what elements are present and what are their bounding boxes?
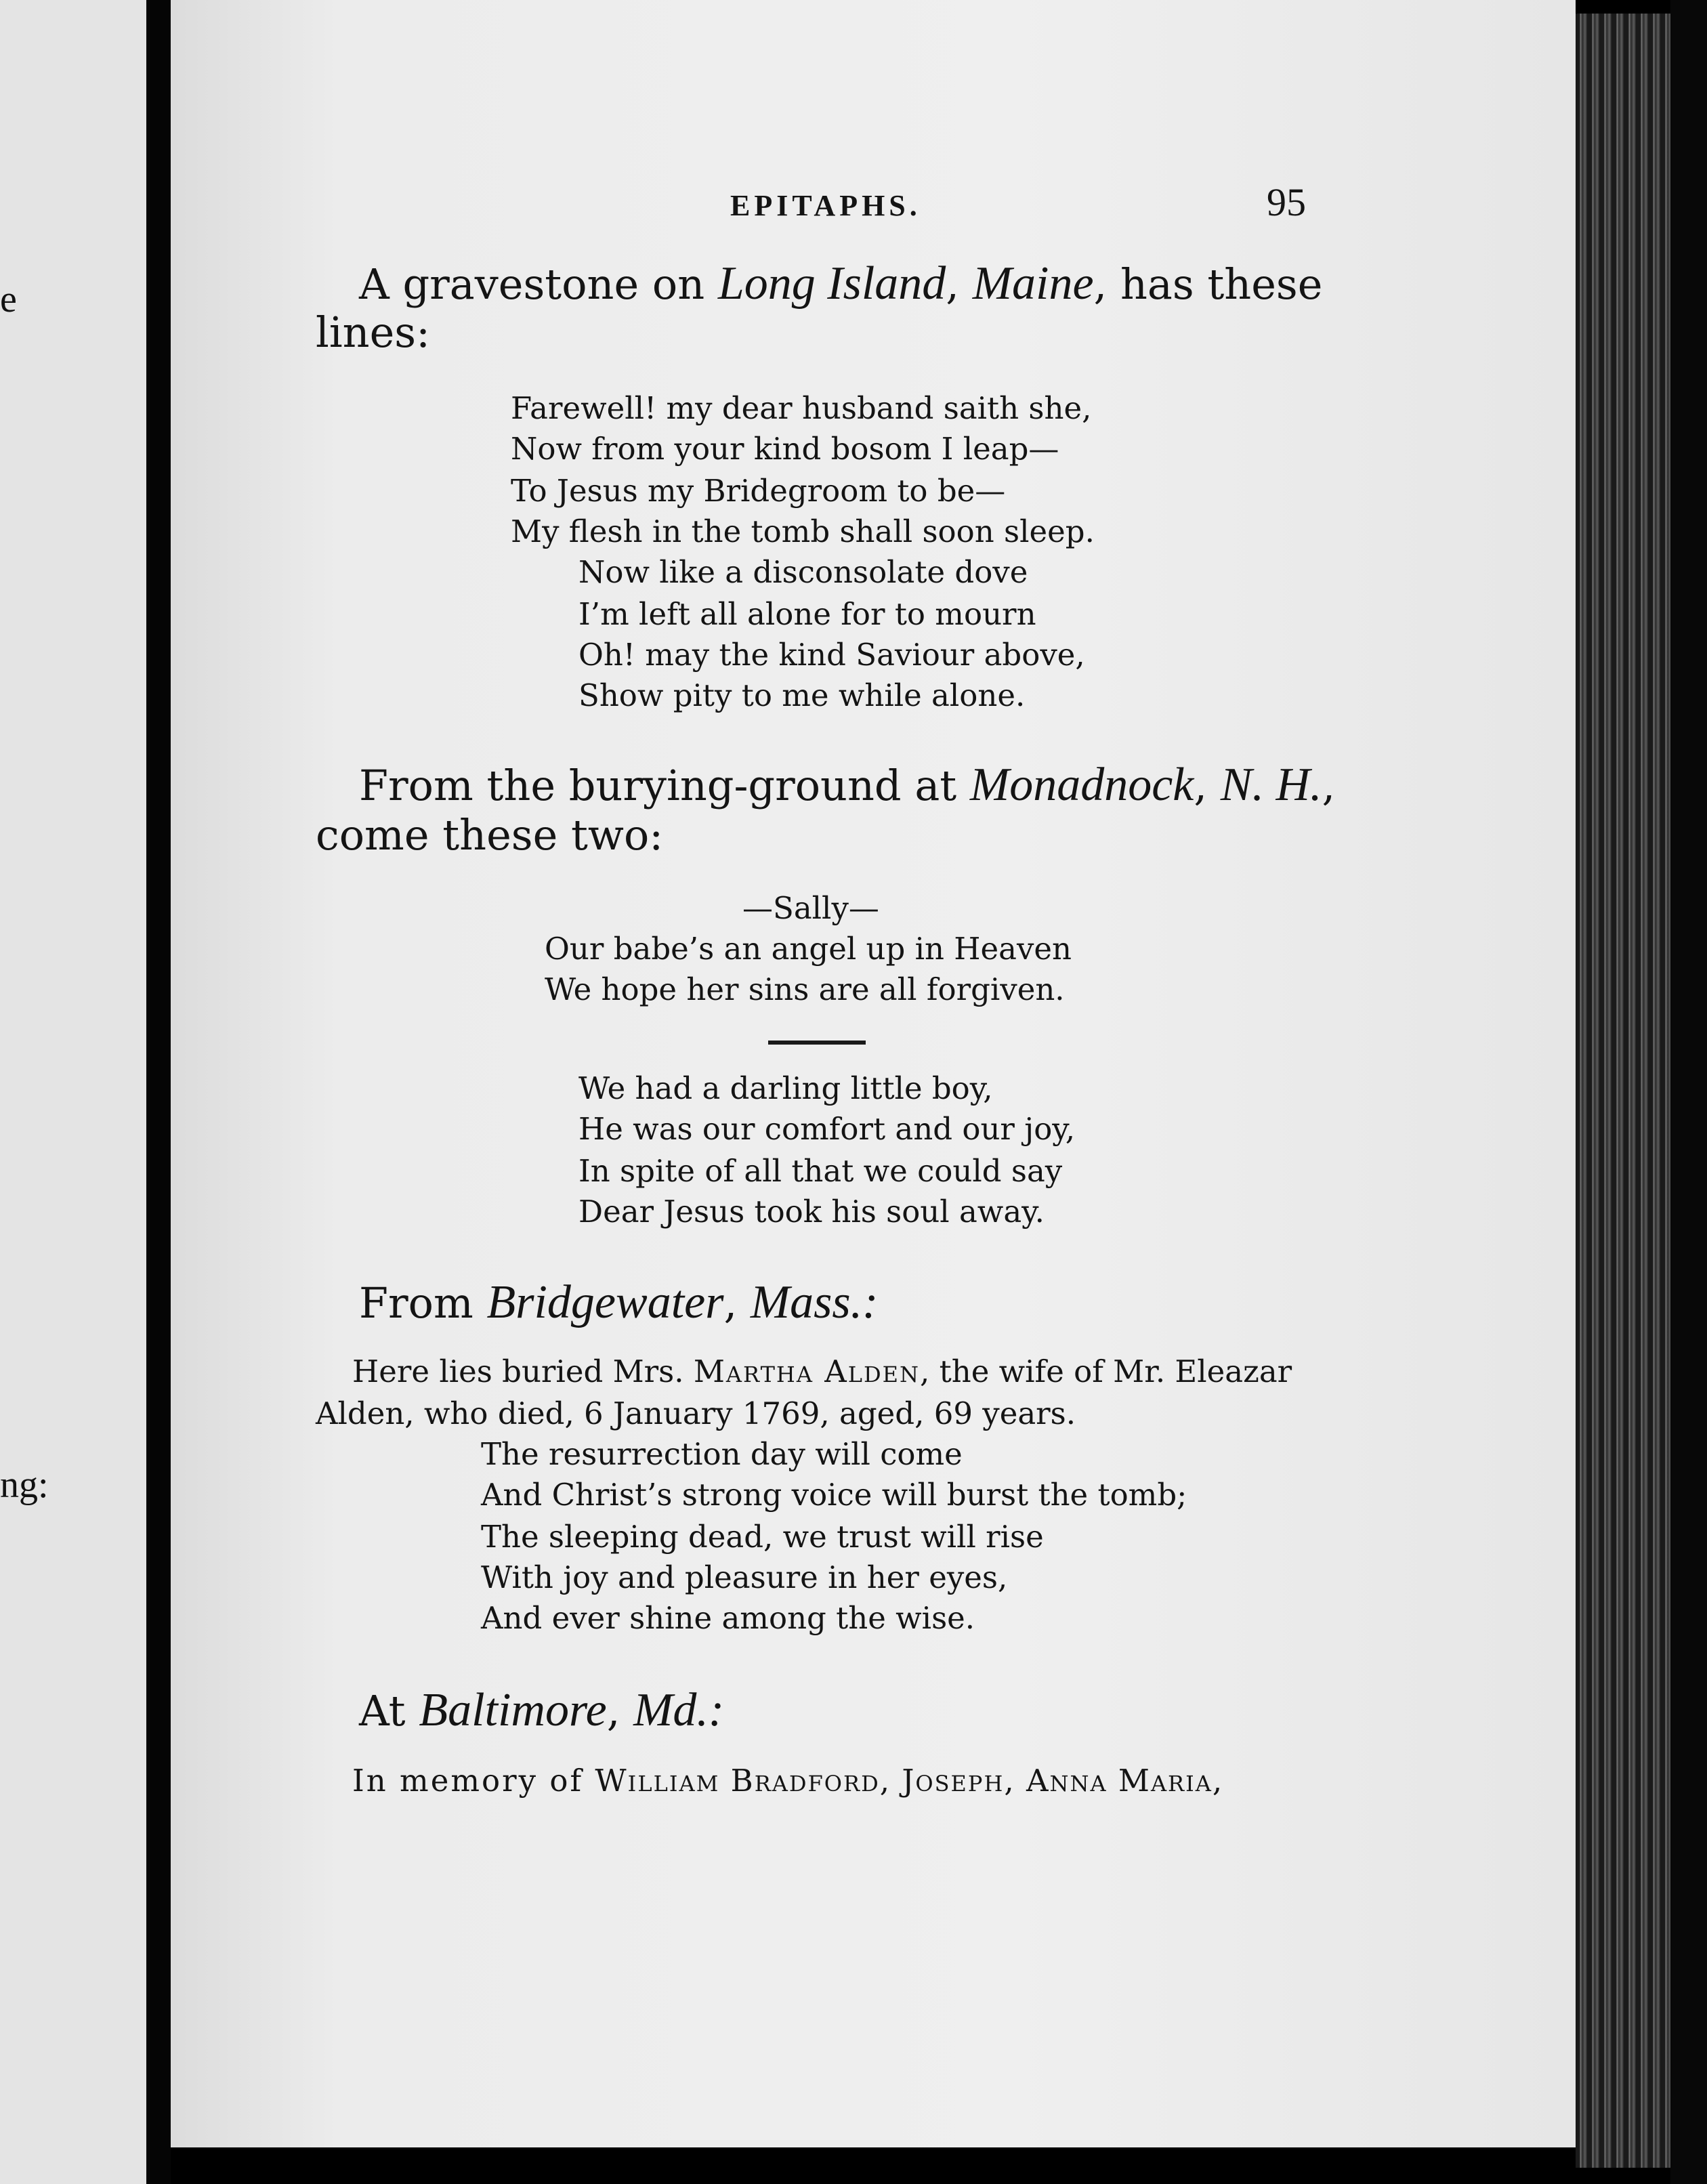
verse-line: To Jesus my Bridegroom to be— bbox=[511, 473, 1006, 509]
prose-line: Here lies buried Mrs. Martha Alden, the wife of Mr. Eleazar bbox=[352, 1353, 1292, 1389]
verse-line: Farewell! my dear husband saith she, bbox=[511, 390, 1092, 426]
section-divider bbox=[768, 1041, 866, 1045]
verse-line: He was our comfort and our joy, bbox=[578, 1111, 1076, 1147]
verse-line: We hope her sins are all forgiven. bbox=[545, 971, 1065, 1007]
page-number: 95 bbox=[1267, 180, 1306, 224]
left-page-fragment: ng: bbox=[0, 1464, 49, 1506]
verse-line: My flesh in the tomb shall soon sleep. bbox=[511, 513, 1095, 549]
verse-line: I’m left all alone for to mourn bbox=[578, 596, 1036, 632]
page-edges bbox=[1576, 14, 1670, 2168]
section-intro-line: lines: bbox=[316, 308, 430, 357]
verse-line: —Sally— bbox=[742, 890, 879, 926]
section-intro-line: come these two: bbox=[316, 810, 664, 860]
verse-line: Show pity to me while alone. bbox=[578, 677, 1026, 713]
book-gutter bbox=[146, 0, 171, 2184]
verse-line: The sleeping dead, we trust will rise bbox=[481, 1519, 1044, 1555]
verse-line: Dear Jesus took his soul away. bbox=[578, 1194, 1045, 1230]
running-header: EPITAPHS. bbox=[730, 189, 921, 222]
page-edges-shadow bbox=[1670, 0, 1707, 2184]
section-intro-line: From Bridgewater, Mass.: bbox=[359, 1276, 879, 1328]
verse-line: Oh! may the kind Saviour above, bbox=[578, 637, 1085, 673]
verse-line: With joy and pleasure in her eyes, bbox=[481, 1559, 1008, 1595]
section-intro-line: From the burying-ground at Monadnock, N. H., bbox=[359, 759, 1336, 811]
verse-line: And ever shine among the wise. bbox=[481, 1600, 975, 1636]
verse-line: In spite of all that we could say bbox=[578, 1153, 1063, 1189]
left-page-fragment: e bbox=[0, 278, 17, 320]
left-page-strip bbox=[0, 0, 146, 2184]
verse-line: Now from your kind bosom I leap— bbox=[511, 431, 1059, 467]
section-intro-line: At Baltimore, Md.: bbox=[359, 1684, 725, 1736]
prose-line: In memory of William Bradford, Joseph, Anna Maria, bbox=[352, 1763, 1224, 1799]
section-intro-line: A gravestone on Long Island, Maine, has these bbox=[359, 257, 1323, 310]
prose-line: Alden, who died, 6 January 1769, aged, 69 years. bbox=[316, 1395, 1076, 1431]
verse-line: And Christ’s strong voice will burst the tomb; bbox=[481, 1477, 1187, 1513]
verse-line: The resurrection day will come bbox=[481, 1436, 963, 1472]
verse-line: We had a darling little boy, bbox=[578, 1070, 993, 1106]
verse-line: Now like a disconsolate dove bbox=[578, 554, 1028, 590]
verse-line: Our babe’s an angel up in Heaven bbox=[545, 931, 1072, 967]
